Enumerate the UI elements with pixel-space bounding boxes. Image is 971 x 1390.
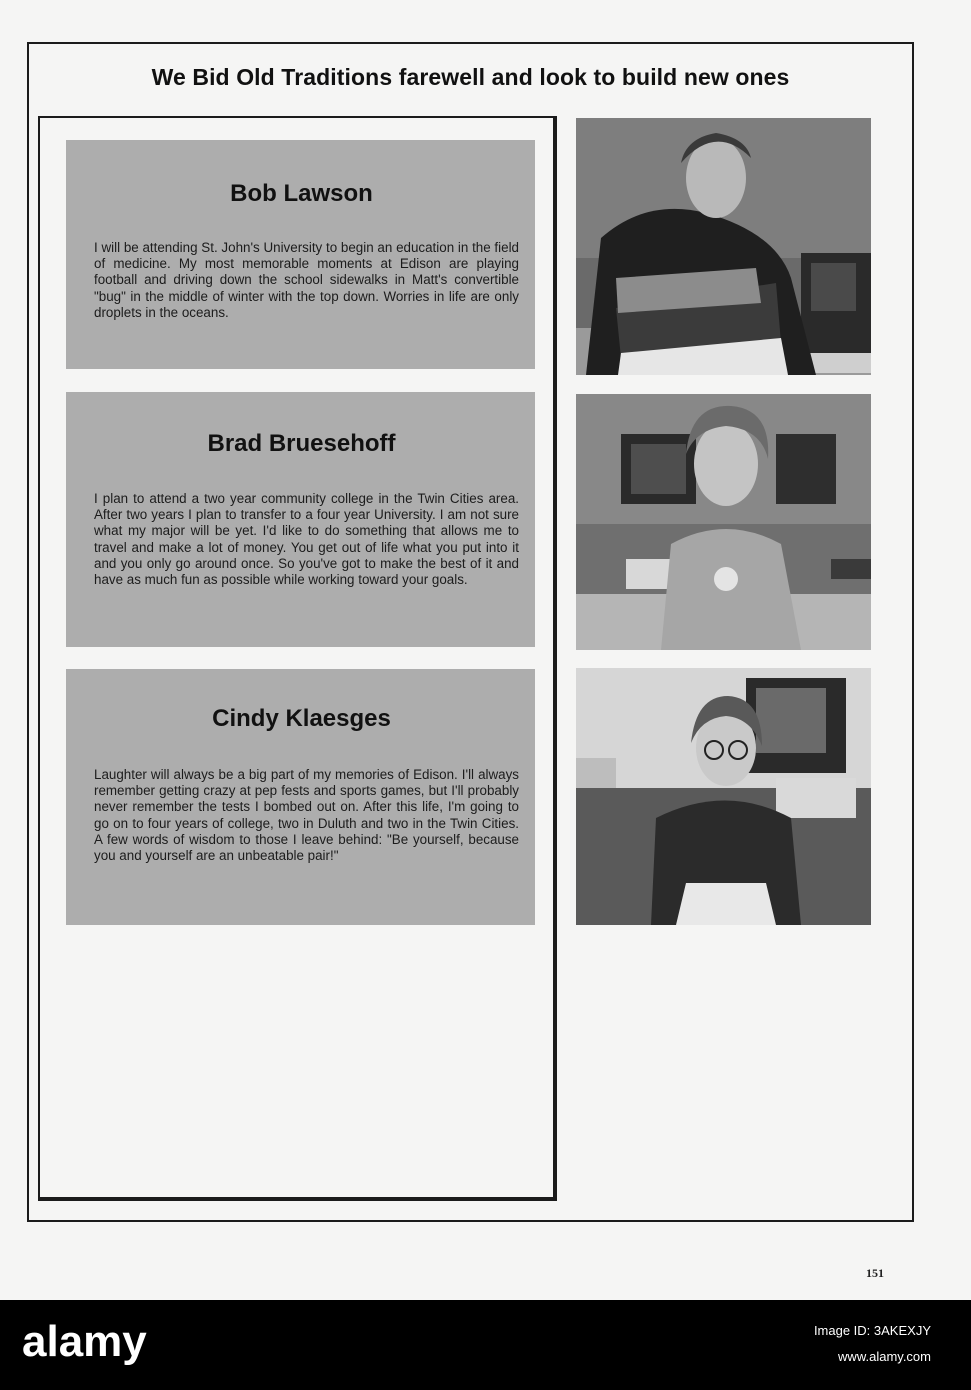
alamy-logo-text: alamy <box>22 1317 147 1366</box>
banner-reference <box>814 1318 931 1370</box>
alamy-logo <box>22 1314 222 1370</box>
profile-name: Cindy Klaesges <box>212 705 391 732</box>
page-number: 151 <box>866 1266 884 1280</box>
profile-text: I will be attending St. John's University to begin an education in the field of medicine. My most memorable moments at Edison are playing football and driving down the school sidewalks in Matt's convertible "bug" in the middle of winter with the top down. Worries in life are only droplets in the oceans. <box>94 240 519 320</box>
image-id-label: Image ID: 3AKEXJY <box>813 1323 931 1338</box>
profile-name: Brad Bruesehoff <box>207 430 396 457</box>
site-label: www.alamy.com <box>838 1349 931 1364</box>
profile-name: Bob Lawson <box>230 180 373 207</box>
photo-bob-lawson <box>576 118 871 375</box>
profile-box-brad-bruesehoff <box>66 392 535 647</box>
photo-brad-bruesehoff <box>576 394 871 650</box>
photo-cindy-klaesges <box>576 668 871 925</box>
page-headline: We Bid Old Traditions farewell and look to build new ones <box>151 64 790 90</box>
profile-text: Laughter will always be a big part of my memories of Edison. I'll always remember getting crazy at pep fests and sports games, but I'll probably never remember the tests I bombed out on. After this life, I'm going to go on to four years of college, two in Duluth and two in the Twin Cities. A few words of wisdom to those I leave behind: "Be yourself, because you and yourself are an unbeatable pair!" <box>94 767 519 864</box>
profile-text: I plan to attend a two year community college in the Twin Cities area. After two years I plan to transfer to a four year University. I am not sure what my major will be yet. I'd like to do something that allows me to travel and make a lot of money. You get out of life what you put into it and you only go around once. So you've got to make the best of it and have as much fun as possible while working toward your goals. <box>94 491 519 588</box>
profile-box-cindy-klaesges <box>66 669 535 925</box>
stock-banner <box>0 1300 971 1390</box>
profile-box-bob-lawson <box>66 140 535 369</box>
